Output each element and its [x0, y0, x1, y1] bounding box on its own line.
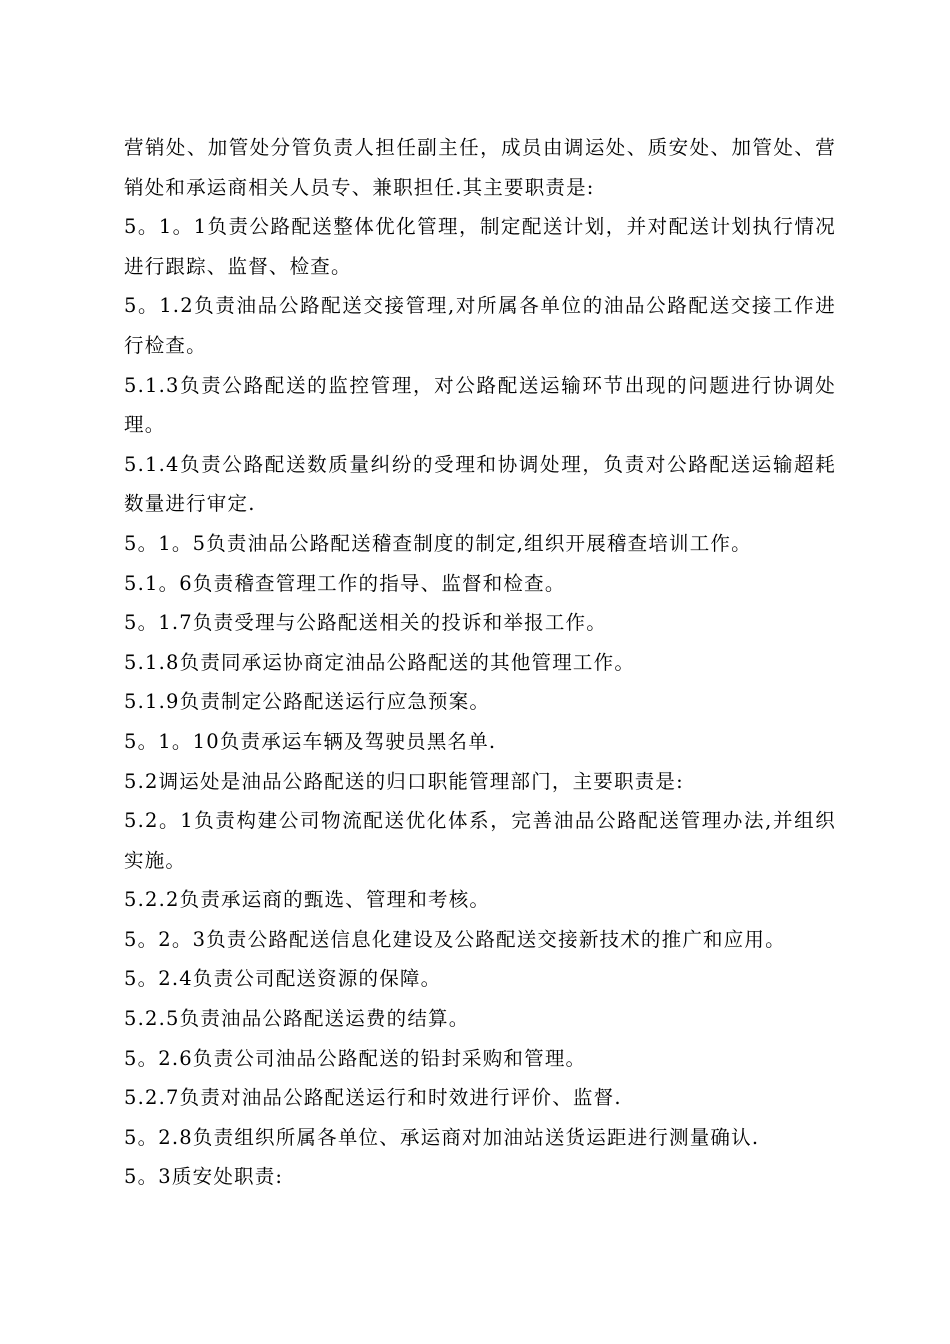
paragraph: 5.1.4负责公路配送数质量纠纷的受理和协调处理，负责对公路配送运输超耗数量进行审定. [124, 452, 836, 516]
paragraph: 营销处、加管处分管负责人担任副主任，成员由调运处、质安处、加管处、营销处和承运商相关人员专、兼职担任.其主要职责是: [124, 136, 836, 199]
paragraph: 5。2.6负责公司油品公路配送的铅封采购和管理。 [124, 1046, 587, 1070]
paragraph: 5。1.7负责受理与公路配送相关的投诉和举报工作。 [124, 611, 607, 635]
paragraph: 5.1.3负责公路配送的监控管理，对公路配送运输环节出现的问题进行协调处理。 [124, 373, 836, 437]
paragraph: 5。1。5负责油品公路配送稽查制度的制定,组织开展稽查培训工作。 [124, 531, 752, 555]
document-body [124, 128, 836, 1197]
paragraph: 5.2。1负责构建公司物流配送优化体系，完善油品公路配送管理办法,并组织实施。 [124, 809, 836, 872]
paragraph: 5.1.9负责制定公路配送运行应急预案。 [124, 690, 491, 714]
paragraph: 5.1.8负责同承运协商定油品公路配送的其他管理工作。 [124, 650, 636, 674]
paragraph: 5.1。6负责稽查管理工作的指导、监督和检查。 [124, 571, 566, 595]
paragraph: 5。1。10负责承运车辆及驾驶员黑名单. [124, 729, 497, 753]
paragraph: 5.2调运处是油品公路配送的归口职能管理部门，主要职责是: [124, 769, 684, 793]
paragraph: 5。2.4负责公司配送资源的保障。 [124, 967, 442, 991]
paragraph: 5.2.7负责对油品公路配送运行和时效进行评价、监督. [124, 1086, 622, 1110]
paragraph: 5。1。1负责公路配送整体优化管理，制定配送计划，并对配送计划执行情况进行跟踪、监督、检查。 [124, 215, 836, 278]
paragraph: 5.2.2负责承运商的甄选、管理和考核。 [124, 888, 491, 912]
paragraph: 5。3质安处职责: [124, 1165, 284, 1189]
paragraph: 5.2.5负责油品公路配送运费的结算。 [124, 1007, 470, 1031]
paragraph: 5。2.8负责组织所属各单位、承运商对加油站送货运距进行测量确认. [124, 1125, 760, 1149]
paragraph: 5。1.2负责油品公路配送交接管理,对所属各单位的油品公路配送交接工作进行检查。 [124, 294, 836, 357]
paragraph: 5。2。3负责公路配送信息化建设及公路配送交接新技术的推广和应用。 [124, 927, 786, 951]
